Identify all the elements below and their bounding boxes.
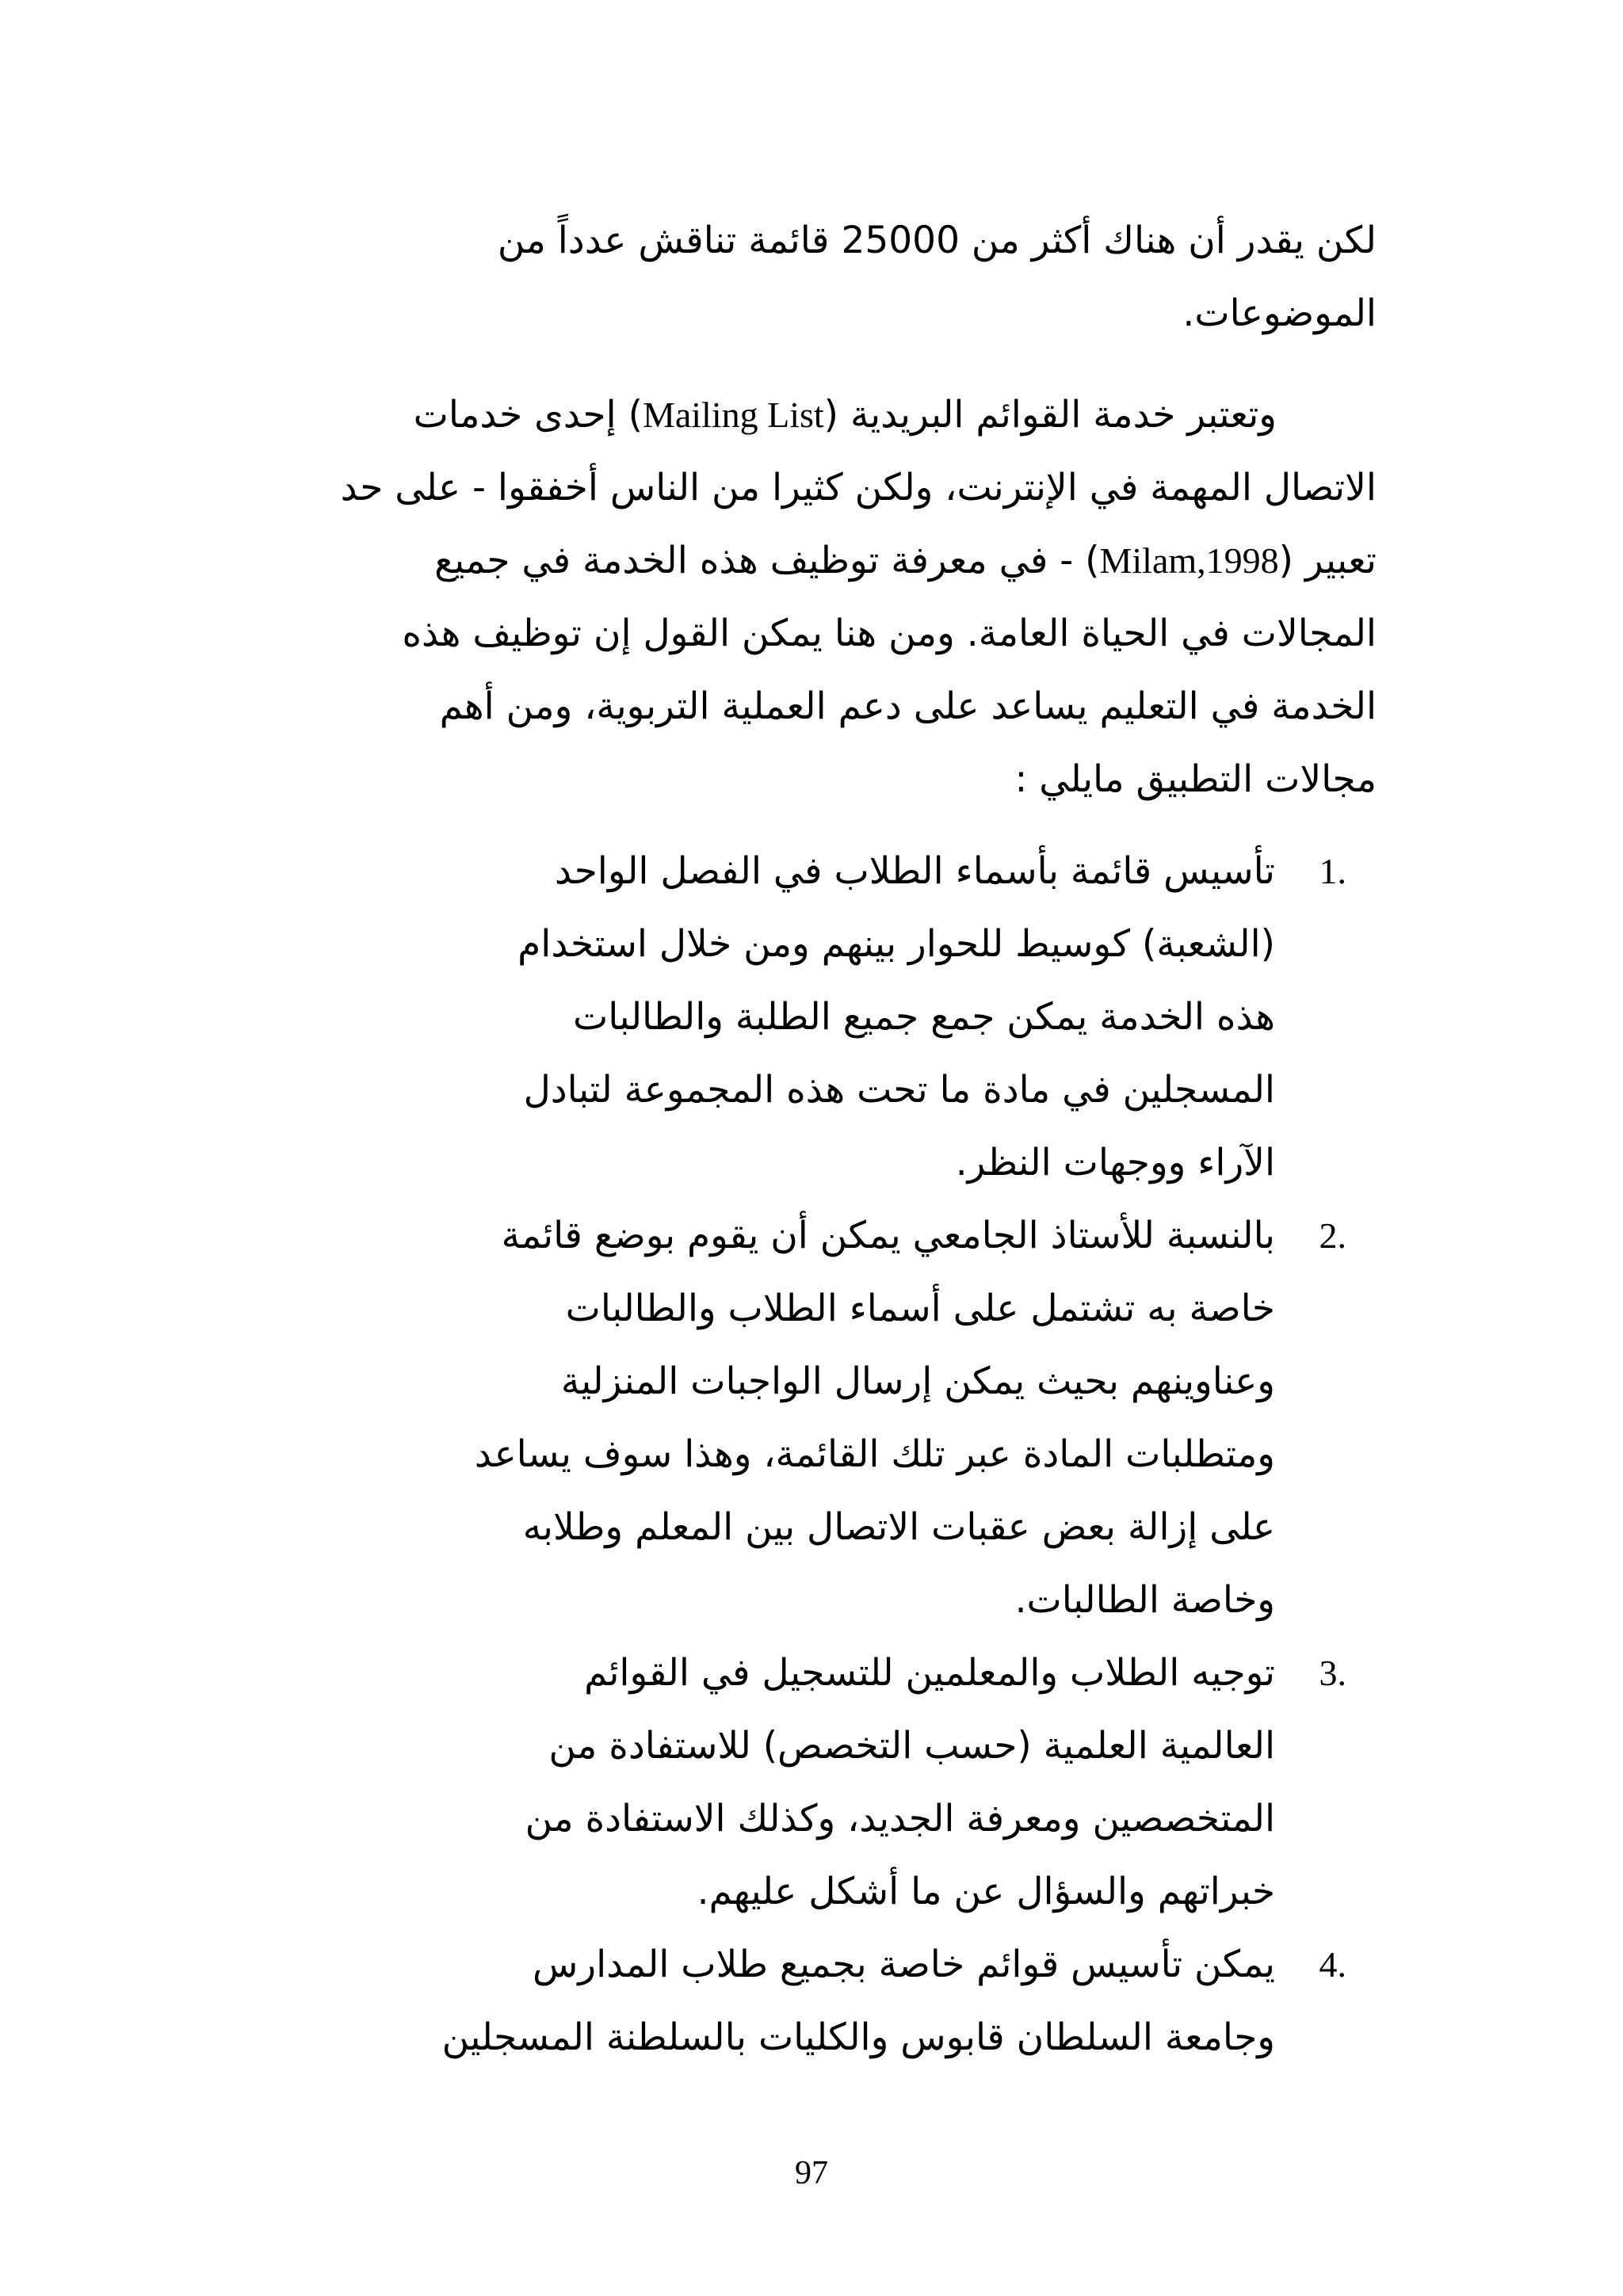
text-line: على إزالة بعض عقبات الاتصال بين المعلم وطلابه — [522, 1505, 1275, 1549]
text-line: لكن يقدر أن هناك أكثر من 25000 قائمة تناقش عدداً من — [497, 219, 1377, 262]
text-line: الآراء ووجهات النظر. — [955, 1141, 1275, 1184]
text-line — [251, 379, 1377, 452]
text-line: (الشعبة) كوسيط للحوار بينهم ومن خلال استخدام — [517, 922, 1275, 966]
list-item-number: 4. — [1319, 1944, 1346, 1985]
citation: Milam,1998 — [1099, 540, 1279, 581]
text-line: يمكن تأسيس قوائم خاصة بجميع طلاب المدارس — [533, 1943, 1275, 1986]
text-line: المتخصصين ومعرفة الجديد، وكذلك الاستفادة من — [525, 1797, 1275, 1840]
text-line — [251, 524, 1377, 597]
paragraph-mailing-list-service — [251, 379, 1377, 816]
text-line: هذه الخدمة يمكن جمع جميع الطلبة والطالبات — [572, 995, 1275, 1039]
text-line: خاصة به تشتمل على أسماء الطلاب والطالبات — [565, 1287, 1275, 1330]
list-item-number: 2. — [1319, 1215, 1346, 1256]
text-line: الاتصال المهمة في الإنترنت، ولكن كثيرا من الناس أخفقوا - على حد — [340, 466, 1377, 509]
text-line: توجيه الطلاب والمعلمين للتسجيل في القوائم — [584, 1651, 1275, 1695]
list-item — [251, 1928, 1377, 2074]
text-line: الموضوعات. — [1182, 292, 1377, 335]
applications-numbered-list — [251, 835, 1377, 2074]
text-line: تأسيس قائمة بأسماء الطلاب في الفصل الواحد — [555, 849, 1275, 893]
page-number: 97 — [795, 2155, 828, 2191]
text-line: وعناوينهم بحيث يمكن إرسال الواجبات المنزلية — [560, 1360, 1275, 1403]
text-segment: ) إحدى خدمات — [413, 393, 643, 437]
text-segment: ) - في معرفة توظيف هذه الخدمة في جميع — [434, 539, 1100, 582]
list-item — [251, 1199, 1377, 1637]
text-line: العالمية العلمية (حسب التخصص) للاستفادة من — [548, 1724, 1275, 1768]
text-line: الخدمة في التعليم يساعد على دعم العملية التربوية، ومن أهم — [439, 685, 1377, 728]
latin-term: Mailing List — [642, 395, 824, 435]
list-item — [251, 1637, 1377, 1928]
text-line: مجالات التطبيق مايلي : — [1014, 757, 1377, 801]
paragraph-list-count — [251, 204, 1377, 350]
text-line: وخاصة الطالبات. — [1014, 1578, 1275, 1622]
text-line: وجامعة السلطان قابوس والكليات بالسلطنة المسجلين — [441, 2016, 1275, 2059]
text-line: المسجلين في مادة ما تحت هذه المجموعة لتبادل — [523, 1068, 1275, 1112]
text-line: بالنسبة للأستاذ الجامعي يمكن أن يقوم بوضع قائمة — [501, 1214, 1275, 1257]
list-item-number: 3. — [1319, 1653, 1346, 1693]
text-segment: تعبير ( — [1278, 539, 1377, 582]
text-line: خبراتهم والسؤال عن ما أشكل عليهم. — [697, 1870, 1275, 1913]
text-segment: وتعتبر خدمة القوائم البريدية ( — [823, 393, 1277, 437]
list-item-number: 1. — [1319, 851, 1346, 891]
text-line: ومتطلبات المادة عبر تلك القائمة، وهذا سوف يساعد — [474, 1432, 1275, 1476]
text-line: المجالات في الحياة العامة. ومن هنا يمكن القول إن توظيف هذه — [402, 612, 1377, 655]
list-item — [251, 835, 1377, 1199]
